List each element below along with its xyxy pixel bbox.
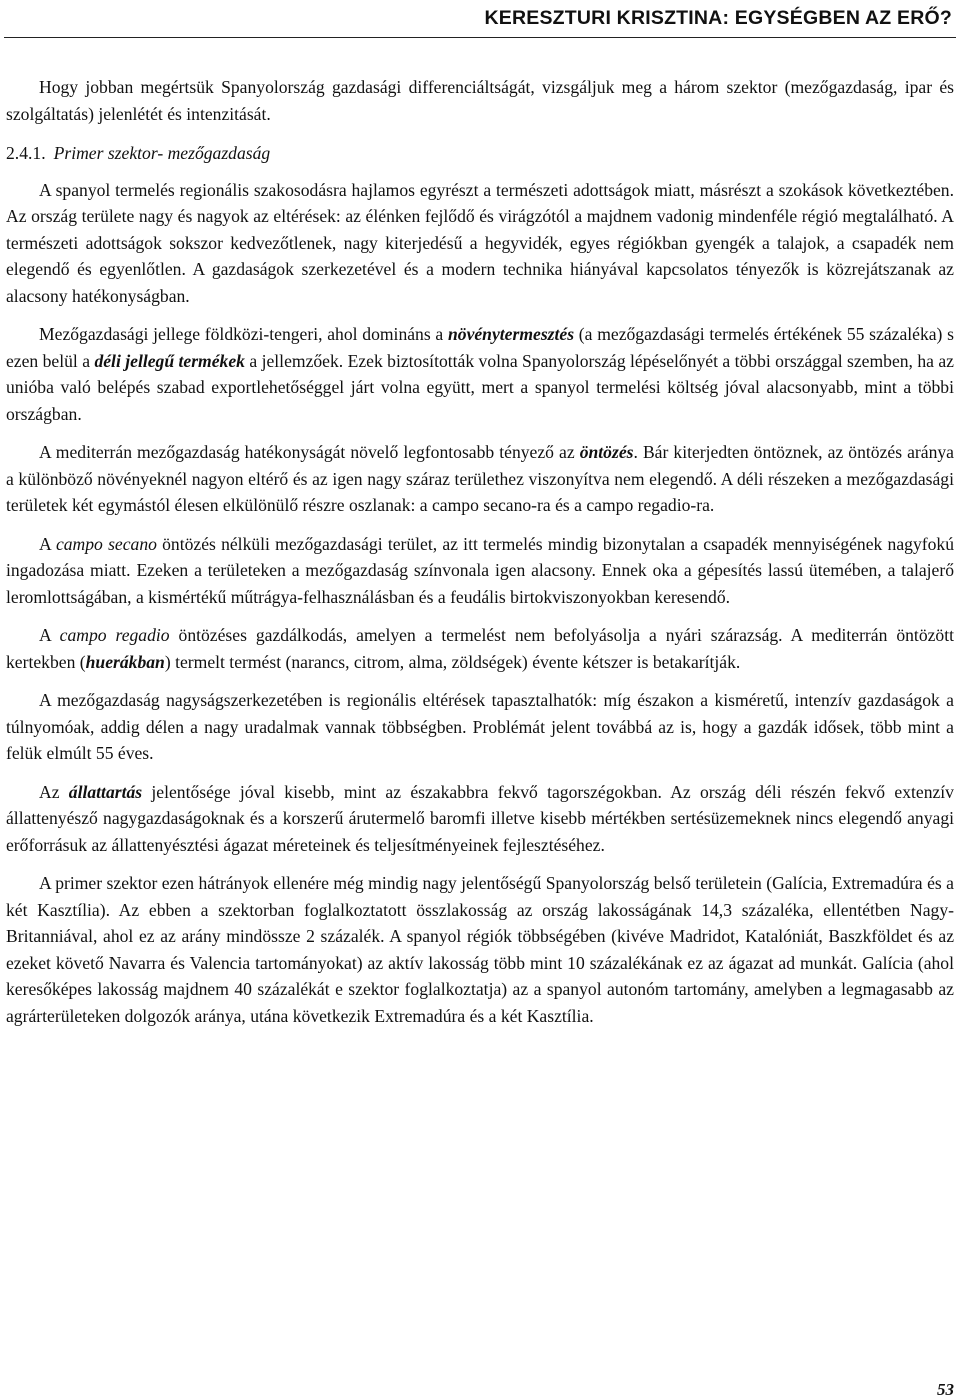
text-run: Mezőgazdasági jellege földközi-tengeri, ahol domináns a xyxy=(39,324,448,344)
text-run: Az xyxy=(39,781,69,802)
running-header xyxy=(4,0,956,38)
intro-paragraph: Hogy jobban megértsük Spanyolország gazdasági differenciáltságát, vizsgáljuk meg a három szektor (mezőgazdaság, ipar és szolgáltatás) jelenlétét és intenzitását. xyxy=(6,77,954,124)
body-paragraph xyxy=(6,531,954,611)
text-run: jelentősége jóval kisebb, mint az északabbra fekvő tagorszégokban. Az ország déli részén fekvő extenzív állattenyésző nagygazdaságoknak és a korszerű árutermelő baromfi illetve kisebb mértékben sertésüzemeknek nincs elegendő anyagi erőforrásuk az állattenyésztési ágazat méreteinek és teljesítményeinek fejlesztéséhez. xyxy=(6,781,954,855)
text-run: (a mezőgazdasági termelés értékének 55 százaléka) s ezen belül a xyxy=(6,324,954,371)
body-paragraph xyxy=(6,687,954,767)
page-number: 53 xyxy=(937,1380,954,1399)
emphasis-bold-italic: állattartás xyxy=(68,781,143,802)
text-run: a jellemzőek. Ezek biztosították volna Spanyolország lépéselőnyét a többi országgal szemben, ha az unióba való belépés szabad exportlehetőséggel járt volna együtt, mert a spanyol termelési költség jóval alacsonyabb, mint a többi országban. xyxy=(6,350,954,424)
text-run: öntözéses gazdálkodás, amelyen a termelést nem befolyásolja a nyári szárazság. A mediterrán öntözött kertekben ( xyxy=(6,625,954,672)
section-number: 2.4.1. xyxy=(6,143,46,163)
text-run: A xyxy=(39,533,56,554)
body-paragraph xyxy=(6,870,954,1029)
body-paragraph xyxy=(6,779,954,859)
emphasis-bold-italic: huerákban xyxy=(85,651,165,672)
body-paragraph xyxy=(6,321,954,427)
text-run: A primer szektor ezen hátrányok ellenére még mindig nagy jelentőségű Spanyolország belső területein (Galícia, Extremadúra és a két Kasztília). Az ebben a szektorban foglalkoztatott összlakosság az ország lakosságának 14,3 százaléka, ellentétben Nagy-Britanniával, ahol ez az arány mindössze 2 százalék. A spanyol régiók többségében (kivéve Madridot, Katalóniát, Baszkföldet és az ezeket követő Navarra és Valencia tartományokat) az aktív lakosság több mint 10 százalékának ez az ágazat ad munkát. Galícia (ahol keresőképes lakosság majdnem 40 százalékát e szektor foglalkoztatja) az a spanyol autonóm tartomány, amelyben a legmagasabb az agrárterületeken dolgozók aránya, utána következik Extremadúra és a két Kasztília. xyxy=(6,873,954,1026)
emphasis-italic: campo secano xyxy=(55,533,157,554)
text-run: öntözés nélküli mezőgazdasági terület, az itt termelés mindig bizonytalan a csapadék mennyiségének nagyfokú ingadozása miatt. Ezeken a területeken a mezőgazdaság színvonala igen alacsony. Ennek oka a gépesítés lassú ütemében, a talajerő leromlottságában, a kismértékű műtrágya-felhasználásban és a feudális birtokviszonyokban keresendő. xyxy=(6,533,954,607)
emphasis-bold-italic: déli jellegű termékek xyxy=(94,350,245,371)
text-run: A spanyol termelés regionális szakosodásra hajlamos egyrészt a természeti adottságok miatt, másrészt a szokások következtében. Az ország területe nagy és nagyok az eltérések: az élénken fejlődő és virágzótól a majdnem vadonig mindenféle régió megtalálható. A természeti adottságok sokszor kedvezőtlenek, nagy kiterjedésű a hegyvidék, egyes régiókban gyengék a talajok, a csapadék nem elegendő és egyenlőtlen. A gazdaságok szerkezetével és a modern technika hiányával kapcsolatos tényezők is közrejátszanak az alacsony hatékonyságban. xyxy=(6,179,954,306)
text-run: ) termelt termést (narancs, citrom, alma, zöldségek) évente kétszer is betakarítják. xyxy=(164,651,741,672)
body-paragraphs xyxy=(6,177,954,1030)
text-run: A mediterrán mezőgazdaság hatékonyságát növelő legfontosabb tényező az xyxy=(39,442,580,462)
text-run: . Bár kiterjedten öntöznek, az öntözés aránya a különböző növényeknél nagyon eltérő és az igen nagy száraz területhez viszonyítva nem elegendő. A déli részeken a mezőgazdasági területek két egymástól élesen elkülönülő részre oszlanak: a campo secano-ra és a campo regadio-ra. xyxy=(6,442,954,515)
emphasis-bold-italic: öntözés xyxy=(579,442,634,462)
emphasis-italic: campo regadio xyxy=(59,625,170,645)
header-title: KERESZTURI KRISZTINA: EGYSÉGBEN AZ ERŐ? xyxy=(484,7,952,29)
body-paragraph xyxy=(6,439,954,519)
text-run: A mezőgazdaság nagyságszerkezetében is regionális eltérések tapasztalhatók: míg északon a kisméretű, intenzív gazdaságok a túlnyomóak, addig délen a nagy uradalmak vannak többségben. Problémát jelent továbbá az is, hogy a gazdák idősek, több mint a felük elmúlt 55 éves. xyxy=(6,690,954,763)
section-title: Primer szektor- mezőgazdaság xyxy=(53,143,271,163)
main-content xyxy=(6,74,954,1041)
body-paragraph xyxy=(6,622,954,675)
header-rule xyxy=(4,37,956,38)
text-run: A xyxy=(39,625,60,645)
section-heading xyxy=(6,140,954,167)
body-paragraph xyxy=(6,177,954,310)
emphasis-bold-italic: növénytermesztés xyxy=(447,324,575,344)
